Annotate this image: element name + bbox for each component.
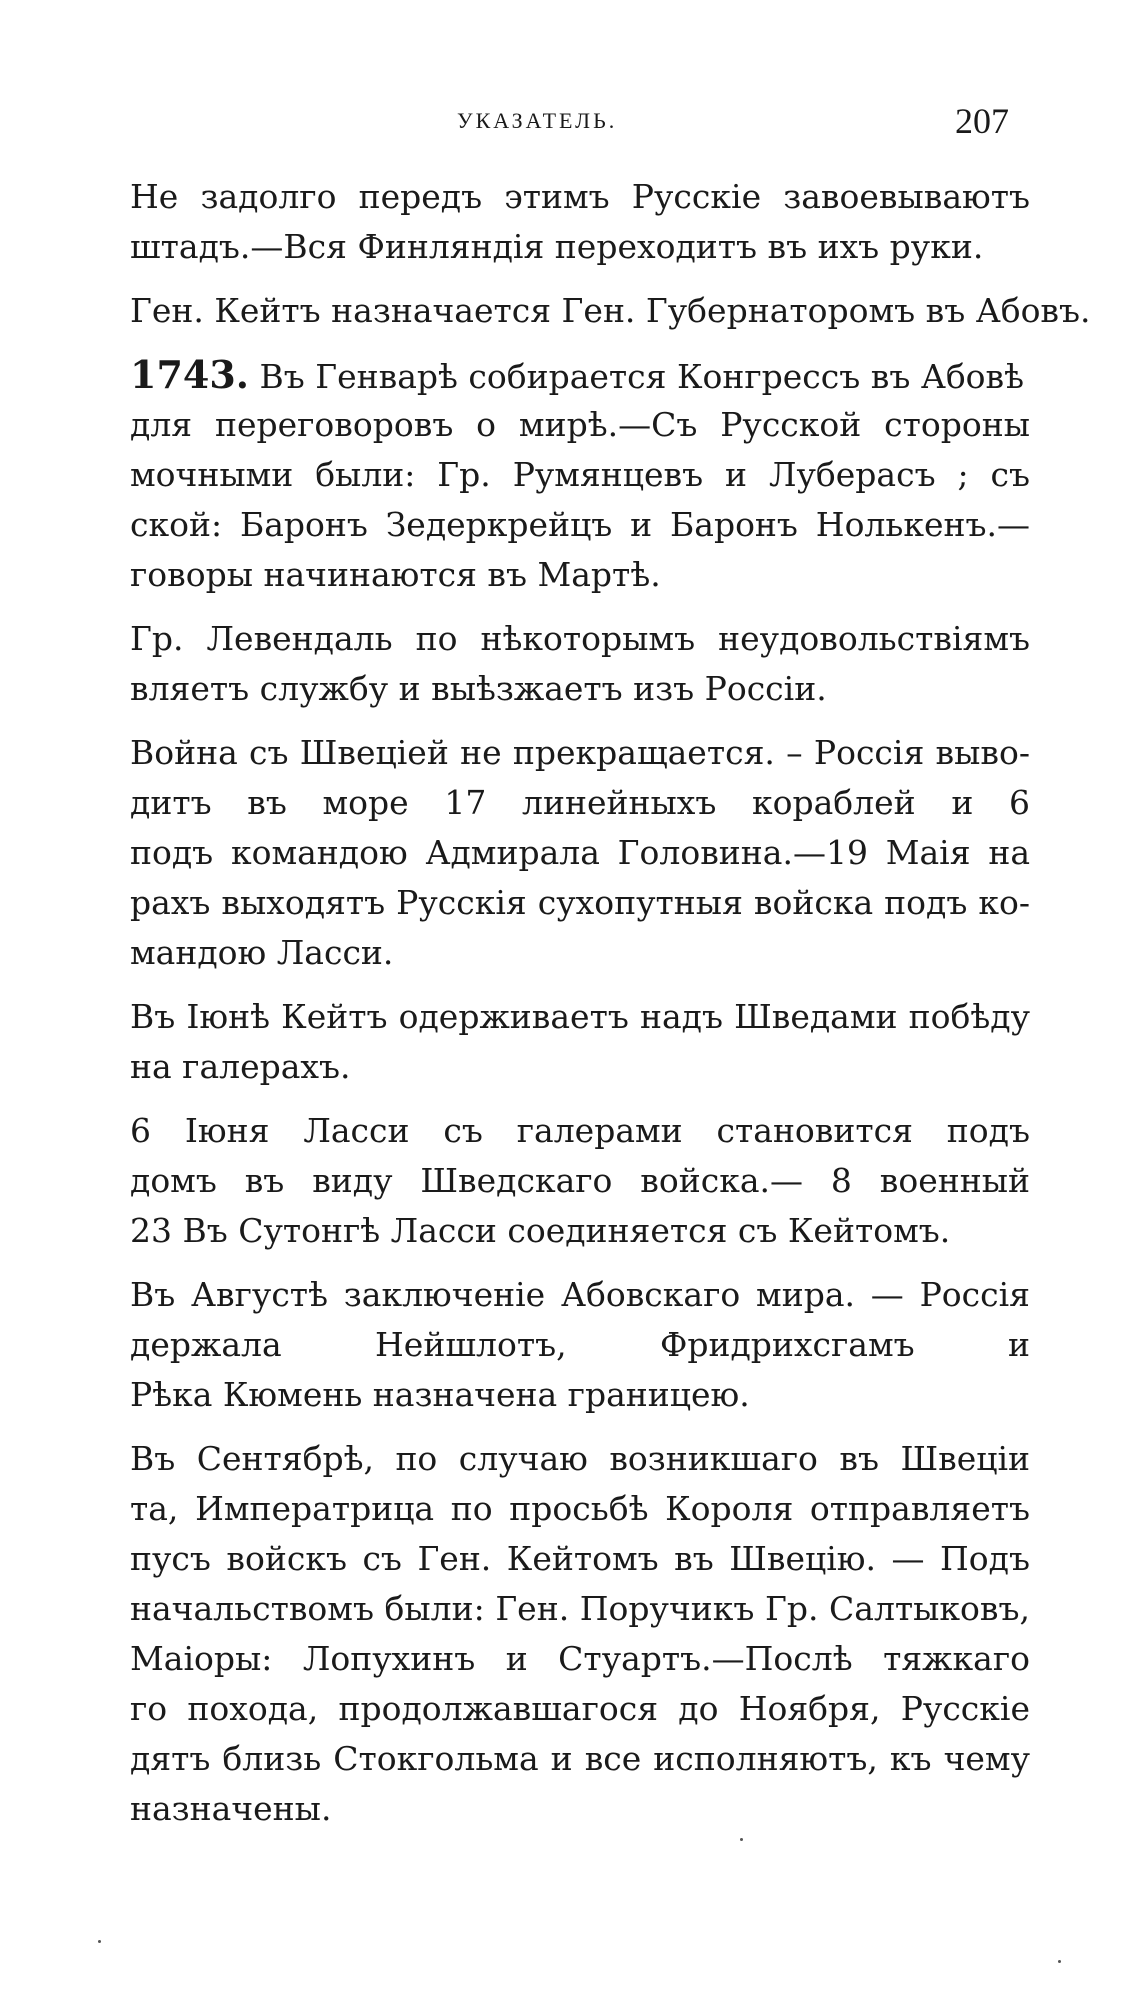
print-speck: [98, 1940, 101, 1943]
text-line: дятъ близь Стокгольма и все исполняютъ, къ чему: [130, 1739, 1030, 1778]
running-head: УКАЗАТЕЛЬ.: [457, 108, 618, 133]
text-line: домъ въ виду Шведскаго войска.— 8 военный: [130, 1161, 1030, 1200]
paragraph: [130, 1434, 1030, 1834]
text-line: мандою Ласси.: [130, 933, 394, 972]
text-line: Маіоры: Лопухинъ и Стуартъ.—Послѣ тяжкаго: [130, 1639, 1030, 1678]
text-line: на галерахъ.: [130, 1047, 351, 1086]
year-mark: 1743.: [130, 352, 249, 397]
text-line: штадъ.—Вся Финляндія переходитъ въ ихъ руки.: [130, 227, 984, 266]
paragraph: [130, 728, 1030, 978]
text-line: начальствомъ были: Ген. Поручикъ Гр. Салтыковъ,: [130, 1589, 1030, 1628]
text-line: дитъ въ море 17 линейныхъ кораблей и 6: [130, 783, 1030, 822]
text-line: Въ Іюнѣ Кейтъ одерживаетъ надъ Шведами побѣду: [130, 997, 1030, 1036]
paragraph: [130, 286, 1091, 336]
text-line: Въ Августѣ заключеніе Абовскаго мира. — Россія: [130, 1275, 1030, 1314]
text-line: Гр. Левендаль по нѣкоторымъ неудовольствіямъ: [130, 619, 1030, 658]
text-line: та, Императрица по просьбѣ Короля отправляетъ: [130, 1489, 1030, 1528]
text-line: го похода, продолжавшагося до Ноября, Русскіе: [130, 1689, 1030, 1728]
text-line: держала Нейшлотъ, Фридрихсгамъ и: [130, 1325, 1030, 1364]
text-line: Ген. Кейтъ назначается Ген. Губернаторомъ въ Абовъ.: [130, 291, 1091, 330]
print-speck: [1058, 1960, 1061, 1963]
text-line: мочными были: Гр. Румянцевъ и Луберасъ ; съ: [130, 455, 1030, 494]
text-line: пусъ войскъ съ Ген. Кейтомъ въ Швецію. — Подъ: [130, 1539, 1030, 1578]
paragraph: [130, 992, 1030, 1092]
text-line: Рѣка Кюмень назначена границею.: [130, 1375, 750, 1414]
text-line-rest: Въ Генварѣ собирается Конгрессъ въ Абовѣ: [259, 357, 1025, 396]
text-line: ской: Баронъ Зедеркрейцъ и Баронъ Нолькенъ.—: [130, 505, 1030, 544]
text-line: рахъ выходятъ Русскія сухопутныя войска подъ ко-: [130, 883, 1030, 922]
text-line: вляетъ службу и выѣзжаетъ изъ Россіи.: [130, 669, 827, 708]
print-speck: [740, 1838, 743, 1841]
paragraph: [130, 1106, 1030, 1256]
text-line: 23 Въ Сутонгѣ Ласси соединяется съ Кейтомъ.: [130, 1211, 951, 1250]
paragraph: [130, 172, 1030, 272]
text-line: говоры начинаются въ Мартѣ.: [130, 555, 661, 594]
text-line: 6 Іюня Ласси съ галерами становится подъ: [130, 1111, 1030, 1150]
text-line: Война съ Швеціей не прекращается. – Россія выво-: [130, 733, 1030, 772]
text-line: [130, 350, 1030, 400]
paragraph: [130, 350, 1030, 600]
text-line: назначены.: [130, 1789, 332, 1828]
text-line: Въ Сентябрѣ, по случаю возникшаго въ Швеціи: [130, 1439, 1030, 1478]
text-line: подъ командою Адмирала Головина.—19 Маія на: [130, 833, 1030, 872]
page-number: 207: [955, 101, 1009, 141]
paragraph: [130, 1270, 1030, 1420]
text-line: для переговоровъ о мирѣ.—Съ Русской стороны: [130, 405, 1030, 444]
body-text: [130, 172, 1091, 1848]
paragraph: [130, 614, 1030, 714]
text-line: Не задолго передъ этимъ Русскіе завоевываютъ: [130, 177, 1030, 216]
